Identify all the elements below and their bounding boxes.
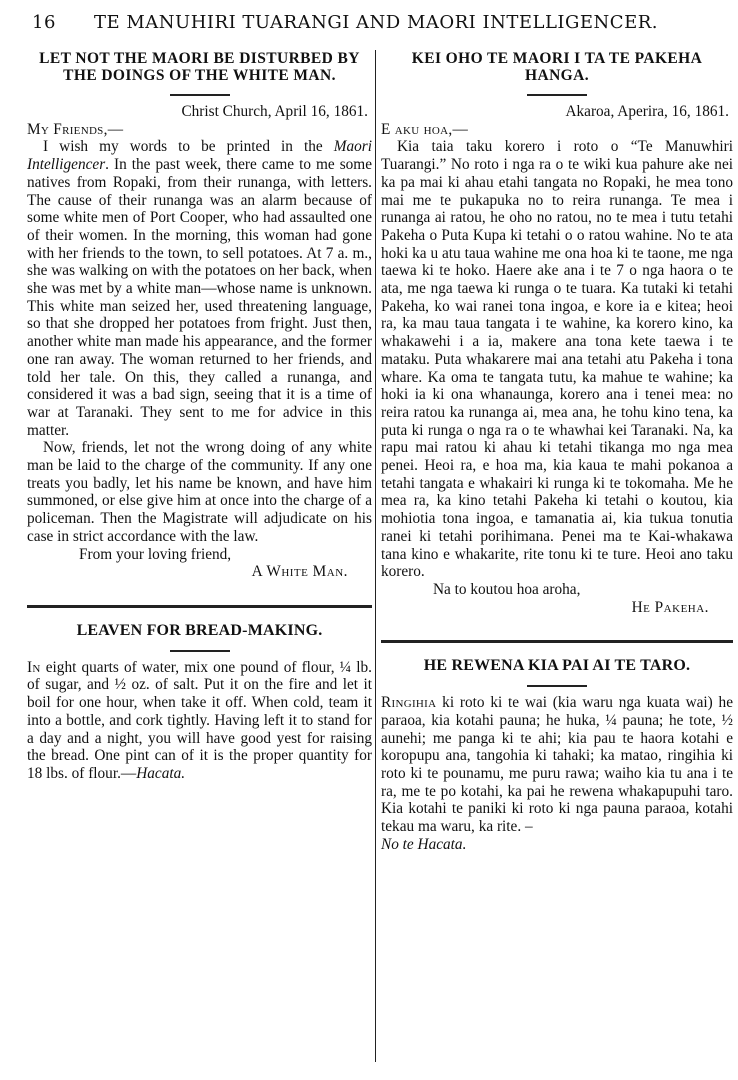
left-column xyxy=(27,50,372,783)
right-column xyxy=(381,50,733,853)
title-rule xyxy=(527,94,587,96)
recipe-author: Hacata. xyxy=(136,764,186,782)
masthead-title: TE MANUHIRI TUARANGI AND MAORI INTELLIGENCER. xyxy=(94,12,658,33)
article-paragraph: Now, friends, let not the wrong doing of any white man be laid to the charge of the community. If any one treats you badly, let his name be known, and have him summoned, or else give him at once into the charge of a policeman. Then the Magistrate will adjudicate on his case in strict accordance with the law. xyxy=(27,439,372,545)
lead-word: Ringihia xyxy=(381,694,437,712)
salutation: My Friends,— xyxy=(27,120,124,138)
closing-line: From your loving friend, xyxy=(79,545,232,563)
dateline: Christ Church, April 16, 1861. xyxy=(181,103,368,120)
article-title: KEI OHO TE MAORI I TA TE PAKEHA HANGA. xyxy=(411,50,703,84)
recipe-title: LEAVEN FOR BREAD-MAKING. xyxy=(76,621,323,639)
section-rule xyxy=(381,640,733,643)
title-rule xyxy=(170,94,230,96)
page-header xyxy=(22,4,722,42)
recipe-title: HE REWENA KIA PAI AI TE TARO. xyxy=(423,657,691,675)
dateline: Akaroa, Aperira, 16, 1861. xyxy=(565,103,729,120)
column-divider xyxy=(375,50,376,1062)
title-rule xyxy=(527,685,587,687)
recipe-paragraph: In eight quarts of water, mix one pound of flour, ¼ lb. of sugar, and ½ oz. of salt. Put it on the fire and let it boil for one hour, when take it off. When cold, team it into a bottle, and cork tightly. Having left it to stand for a day and a night, you will have good yest for raising the bread. One pint can of it is the proper quantity for 18 lbs. of flour.—Hacata. xyxy=(27,658,372,782)
signature: He Pakeha. xyxy=(631,598,709,616)
section-rule xyxy=(27,605,372,608)
newspaper-name: Maori Intelligencer xyxy=(27,138,372,174)
article-paragraph: Kia taia taku korero i roto o “Te Manuwhiri Tuarangi.” No roto i nga ra o te wiki kua pahure ake nei ka pa mai ki ahau etahi tangata no Ropaki, he mea tono mai me te pukapuka no to reira runanga. Te mea i runanga ai ratou, he oho no ratou, no te mea i tutu tetahi Pakeha o Puta Kupa ki tetahi o o ratou wahine. No te ata hoki ka u atu taua wahine me ona hoa ki te taone, me nga taewa ki te hoko. Haere ake ana i te 7 o nga haora o te ata, me nga taewa ki runga o te tuara. Ka tutaki ki tetahi Pakeha, ko wai ranei tona ingoa, e kore ia e kitea; heoi ra, ka mau taua tangata i te wahine, ka korero kino, ka whakawehi i a ia, makere ana tona kete taewa i te mataku. Puta whakarere mai ana tetahi atu Pakeha i tona whare. Ka oma te tangata tutu, ka mahue te wahine; ka hoki ia ki ona whanaunga, korero ana i tenei mea: no reira ratou ka runanga ai, mea ana, he tohu kino tena, ka puta ki runga o nga ra o te whawhai kei Taranaki. Na, ka rapu mai ratou ki ahau ki tetahi tikanga mo nga mea penei. Heoi ra, e hoa ma, kia kaua te mahi pokanoa a tetahi tangata e whakairi ki runga ki te tokomaha. Me he mea ra, ka kino tetahi Pakeha ki tetahi o koutou, kia mohiotia tona ingoa, e tamanatia ai, kia tukua tonutia ranei ki tetahi porihimana. Penei ma te Kai-whakawa tana kino e whakarite, rite tonu ki te ture. Heoi ano taku korero. xyxy=(381,138,733,581)
recipe-paragraph: Ringihia ki roto ki te wai (kia waru nga kuata wai) he paraoa, kia kotahi pauna; he huka, ¼ pauna; he tote, ½ aunehi; me panga ki te ahi; kia pau te haora kotahi e koropupu ana, tangohia ki tahaki; ka matao, ringihia ki roto ki te pounamu, me puru rawa; waiho kia tu ana i te ra, me te po kotahi, ka pai he rewena whakapupuhi taro. Kia kotahi te paniki ki roto ki nga pauna paraoa, kotahi tekau ma waru, ka rite. – No te Hacata. xyxy=(381,694,733,853)
article-paragraph: I wish my words to be printed in the Maori Intelligencer. In the past week, there came to me some natives from Ropaki, from their runanga, with letters. The cause of their runanga was an alarm because of some white men of Port Cooper, who had assaulted one of their women. In the morning, this woman had gone with her friends to the town, to sell potatoes. At 7 a. m., she was walking on with the potatoes on her back, when she was met by a white man—whose name is unknown. This white man seized her, used threatening language, so that she dropped her potatoes from fright. Just then, another white man made his appearance, and the former one ran away. The woman returned to her friends, and told her tale. On this, they called a runanga, and considered it was a bad sign, seeing that it is a time of war at Taranaki. They sent to me for advice in this matter. xyxy=(27,138,372,439)
recipe-author: No te Hacata. xyxy=(381,835,467,853)
title-rule xyxy=(170,650,230,652)
closing-line: Na to koutou hoa aroha, xyxy=(433,580,581,598)
salutation: E aku hoa,— xyxy=(381,120,469,138)
signature: A White Man. xyxy=(251,563,348,581)
article-title: LET NOT THE MAORI BE DISTURBED BY THE DOINGS OF THE WHITE MAN. xyxy=(39,50,360,84)
lead-word: In xyxy=(27,658,41,676)
page-number: 16 xyxy=(32,12,56,33)
